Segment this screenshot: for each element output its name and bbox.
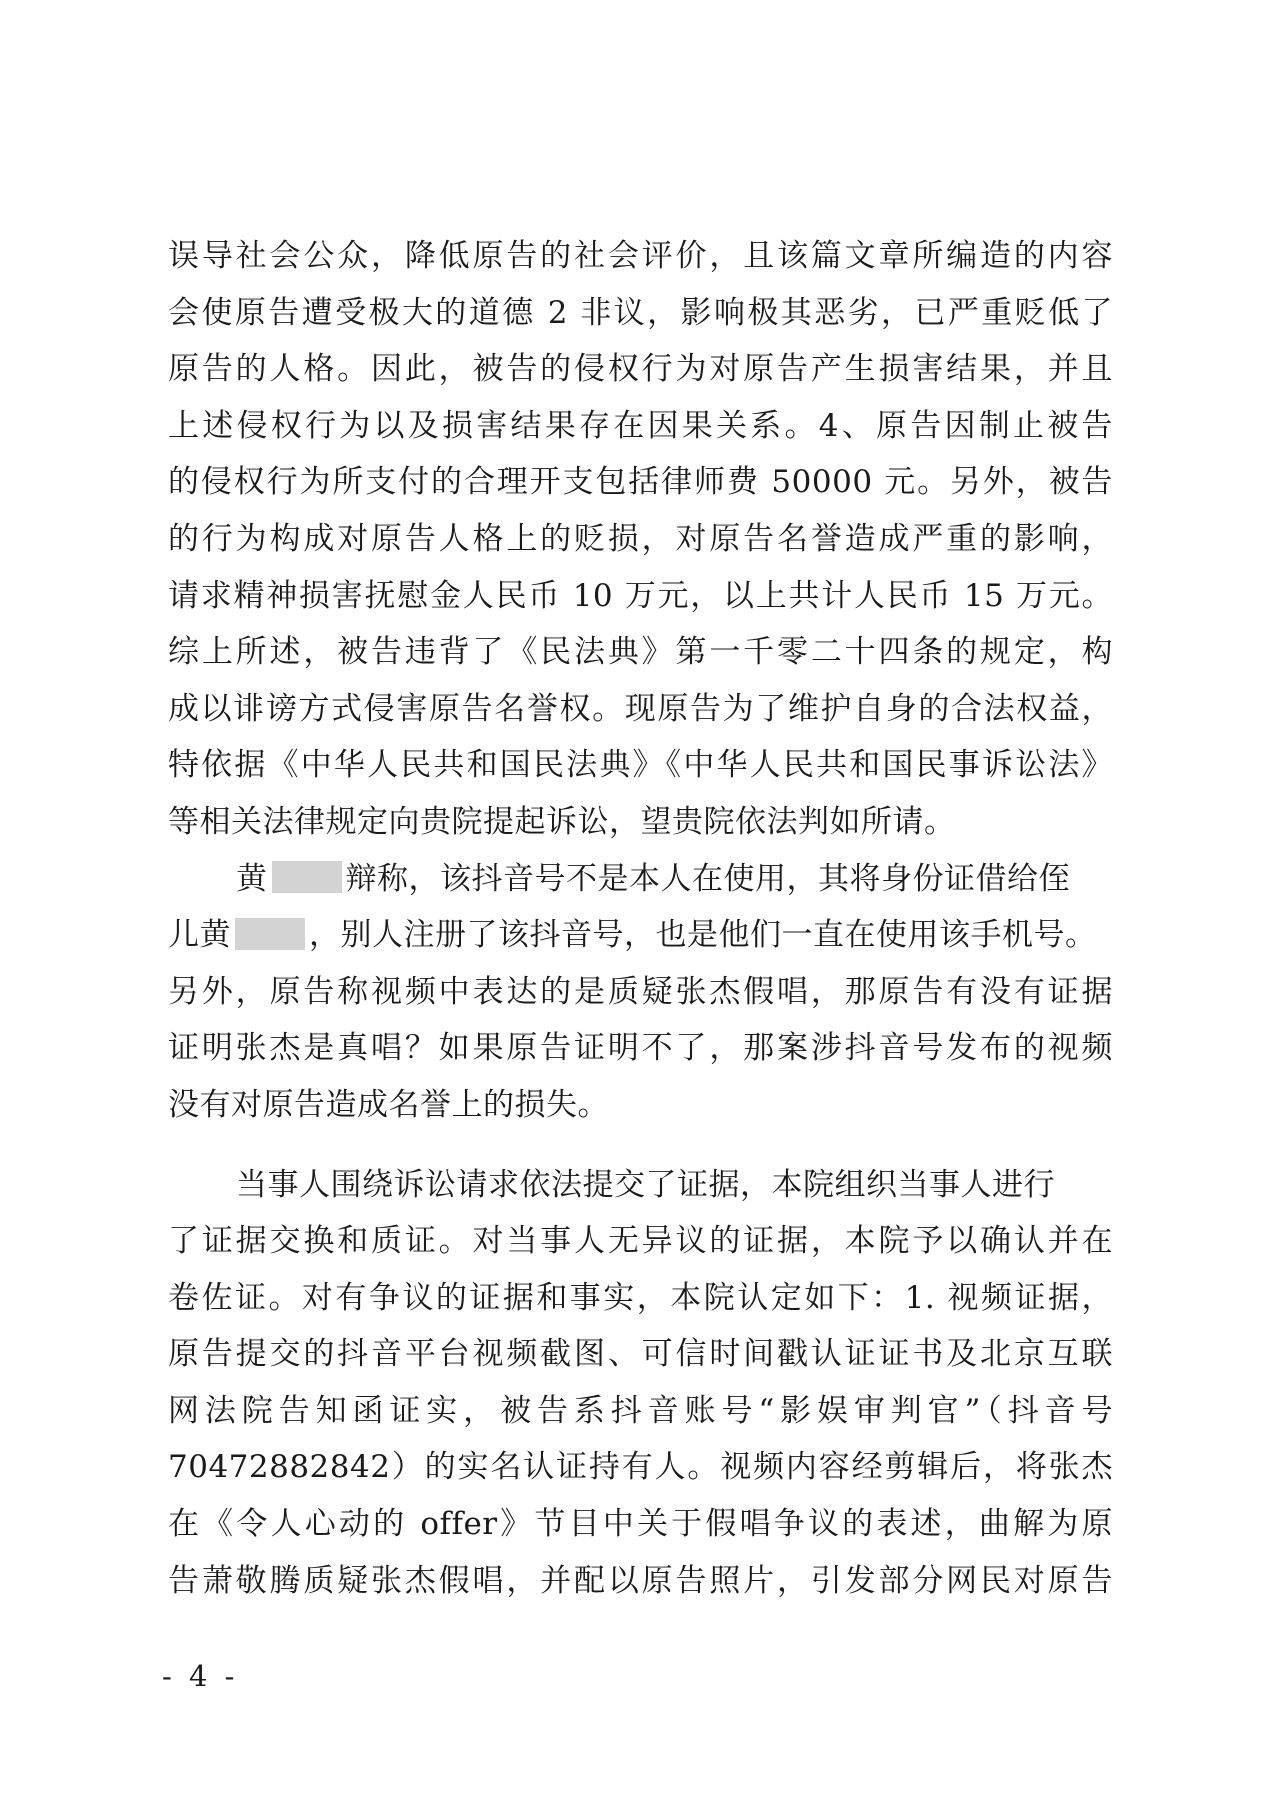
redaction-block	[235, 918, 305, 950]
text-line: 另外，原告称视频中表达的是质疑张杰假唱，那原告有没有证据	[168, 973, 1113, 1010]
text-line: 会使原告遭受极大的道德 2 非议，影响极其恶劣，已严重贬低了	[168, 294, 1113, 331]
redaction-block	[272, 861, 342, 893]
text-line: 证明张杰是真唱？如果原告证明不了，那案涉抖音号发布的视频	[168, 1030, 1113, 1067]
text-line: 原告的人格。因此，被告的侵权行为对原告产生损害结果，并且	[168, 351, 1113, 388]
body-text	[168, 228, 1113, 1609]
text-line: 误导社会公众，降低原告的社会评价，且该篇文章所编造的内容	[168, 238, 1113, 274]
text-line: 请求精神损害抚慰金人民币 10 万元，以上共计人民币 15 万元。	[168, 577, 1113, 614]
text-line: 成以诽谤方式侵害原告名誉权。现原告为了维护自身的合法权益，	[168, 690, 1113, 727]
text-line: 没有对原告造成名誉上的损失。	[168, 1086, 609, 1123]
page-number: - 4 -	[162, 1659, 239, 1693]
text-line: 特依据《中华人民共和国民法典》《中华人民共和国民事诉讼法》	[168, 747, 1113, 784]
text-line: 的行为构成对原告人格上的贬损，对原告名誉造成严重的影响，	[168, 520, 1113, 557]
text-line: 当事人围绕诉讼请求依法提交了证据，本院组织当事人进行	[236, 1166, 1055, 1203]
text-line: 告萧敬腾质疑张杰假唱，并配以原告照片，引发部分网民对原告	[168, 1562, 1113, 1599]
text-line: 网法院告知函证实，被告系抖音账号“影娱审判官”（抖音号	[168, 1392, 1113, 1429]
text-line: 了证据交换和质证。对当事人无异议的证据，本院予以确认并在	[168, 1223, 1113, 1260]
text-line	[168, 851, 1113, 908]
text-line: 等相关法律规定向贵院提起诉讼，望贵院依法判如所请。	[168, 803, 956, 840]
text-fragment: ，别人注册了该抖音号，也是他们一直在使用该手机号。	[309, 917, 1097, 954]
text-line: 上述侵权行为以及损害结果存在因果关系。4、原告因制止被告	[168, 407, 1113, 444]
paragraph-gap	[168, 1134, 1113, 1157]
text-line	[168, 907, 1113, 964]
text-fragment: 黄	[236, 860, 268, 897]
text-line: 70472882842）的实名认证持有人。视频内容经剪辑后，将张杰	[168, 1449, 1113, 1486]
text-fragment: 儿黄	[168, 917, 231, 954]
text-line: 的侵权行为所支付的合理开支包括律师费 50000 元。另外，被告	[168, 464, 1113, 501]
text-line: 在《令人心动的 offer》节目中关于假唱争议的表述，曲解为原	[168, 1506, 1113, 1543]
text-line: 卷佐证。对有争议的证据和事实，本院认定如下：1. 视频证据，	[168, 1279, 1113, 1316]
text-line: 原告提交的抖音平台视频截图、可信时间戳认证证书及北京互联	[168, 1336, 1113, 1373]
text-line: 综上所述，被告违背了《民法典》第一千零二十四条的规定，构	[168, 634, 1113, 671]
text-fragment: 辩称，该抖音号不是本人在使用，其将身份证借给侄	[345, 860, 1070, 897]
